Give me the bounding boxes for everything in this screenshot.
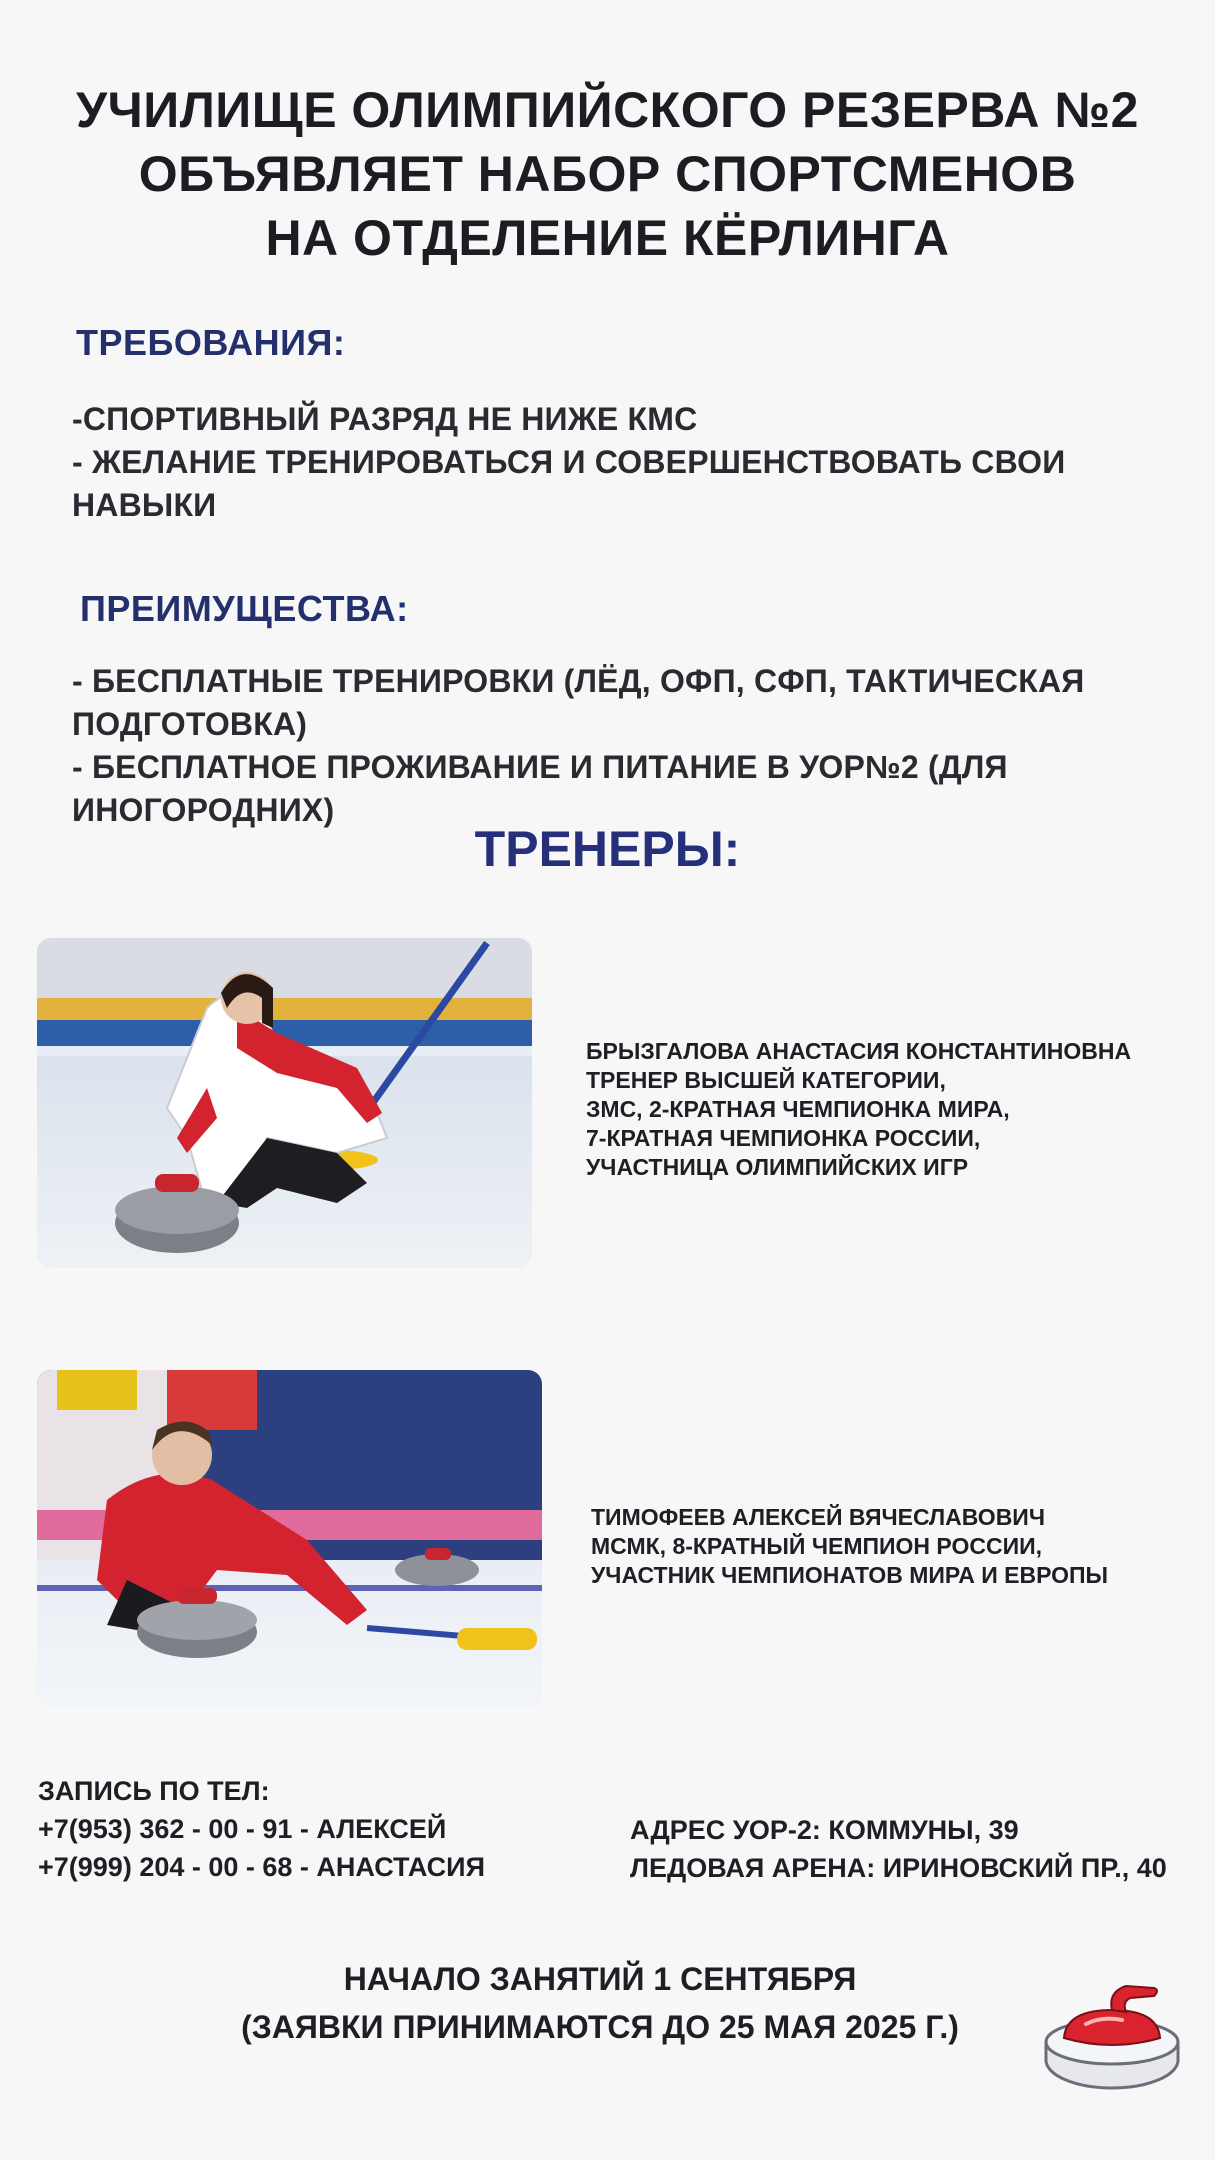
requirements-line: -СПОРТИВНЫЙ РАЗРЯД НЕ НИЖЕ КМС (72, 401, 698, 437)
advantages-heading: ПРЕИМУЩЕСТВА: (80, 588, 409, 629)
requirements-list (72, 398, 1065, 527)
coach-2-photo (37, 1370, 542, 1708)
requirements-line: - ЖЕЛАНИЕ ТРЕНИРОВАТЬСЯ И СОВЕРШЕНСТВОВАТЬ СВОИ (72, 444, 1066, 480)
phone-number-anastasia[interactable]: +7(999) 204 - 00 - 68 - АНАСТАСИЯ (38, 1852, 485, 1882)
phone-number-alexey[interactable]: +7(953) 362 - 00 - 91 - АЛЕКСЕЙ (38, 1814, 447, 1844)
start-date-notice (150, 1955, 1050, 2051)
advantages-list (72, 660, 1084, 832)
advantages-line: ИНОГОРОДНИХ) (72, 792, 335, 828)
footer-line-2: (ЗАЯВКИ ПРИНИМАЮТСЯ ДО 25 МАЯ 2025 Г.) (241, 2009, 959, 2045)
coach-2-info (591, 1503, 1108, 1590)
coach-2-line: ТИМОФЕЕВ АЛЕКСЕЙ ВЯЧЕСЛАВОВИЧ (591, 1504, 1046, 1530)
advantages-line: - БЕСПЛАТНЫЕ ТРЕНИРОВКИ (ЛЁД, ОФП, СФП, ТАКТИЧЕСКАЯ (72, 663, 1085, 699)
requirements-line: НАВЫКИ (72, 487, 217, 523)
coach-1-info (586, 1037, 1131, 1182)
title-line-2: ОБЪЯВЛЯЕТ НАБОР СПОРТСМЕНОВ (138, 146, 1077, 202)
address-arena: ЛЕДОВАЯ АРЕНА: ИРИНОВСКИЙ ПР., 40 (630, 1853, 1167, 1883)
coach-1-line: БРЫЗГАЛОВА АНАСТАСИЯ КОНСТАНТИНОВНА (586, 1038, 1132, 1064)
address-block (630, 1811, 1167, 1887)
trainers-heading: ТРЕНЕРЫ: (474, 821, 741, 877)
coach-1-line: ЗМС, 2-КРАТНАЯ ЧЕМПИОНКА МИРА, (586, 1096, 1010, 1122)
address-school: АДРЕС УОР-2: КОММУНЫ, 39 (630, 1815, 1019, 1845)
curling-stone-icon (1042, 1980, 1182, 2092)
title-line-3: НА ОТДЕЛЕНИЕ КЁРЛИНГА (265, 210, 950, 266)
advantages-line: - БЕСПЛАТНОЕ ПРОЖИВАНИЕ И ПИТАНИЕ В УОР№2 (ДЛЯ (72, 749, 1008, 785)
advantages-line: ПОДГОТОВКА) (72, 706, 308, 742)
coach-2-line: МСМК, 8-КРАТНЫЙ ЧЕМПИОН РОССИИ, (591, 1533, 1043, 1559)
coach-2-line: УЧАСТНИК ЧЕМПИОНАТОВ МИРА И ЕВРОПЫ (591, 1562, 1109, 1588)
footer-line-1: НАЧАЛО ЗАНЯТИЙ 1 СЕНТЯБРЯ (343, 1961, 857, 1997)
phone-contacts (38, 1772, 485, 1886)
title-line-1: УЧИЛИЩЕ ОЛИМПИЙСКОГО РЕЗЕРВА №2 (76, 82, 1139, 138)
requirements-heading: ТРЕБОВАНИЯ: (76, 322, 346, 363)
coach-1-line: 7-КРАТНАЯ ЧЕМПИОНКА РОССИИ, (586, 1125, 981, 1151)
coach-1-photo (37, 938, 532, 1268)
coach-1-line: ТРЕНЕР ВЫСШЕЙ КАТЕГОРИИ, (586, 1067, 946, 1093)
page-title (40, 78, 1175, 270)
coach-1-line: УЧАСТНИЦА ОЛИМПИЙСКИХ ИГР (586, 1154, 969, 1180)
phone-heading: ЗАПИСЬ ПО ТЕЛ: (38, 1776, 270, 1806)
